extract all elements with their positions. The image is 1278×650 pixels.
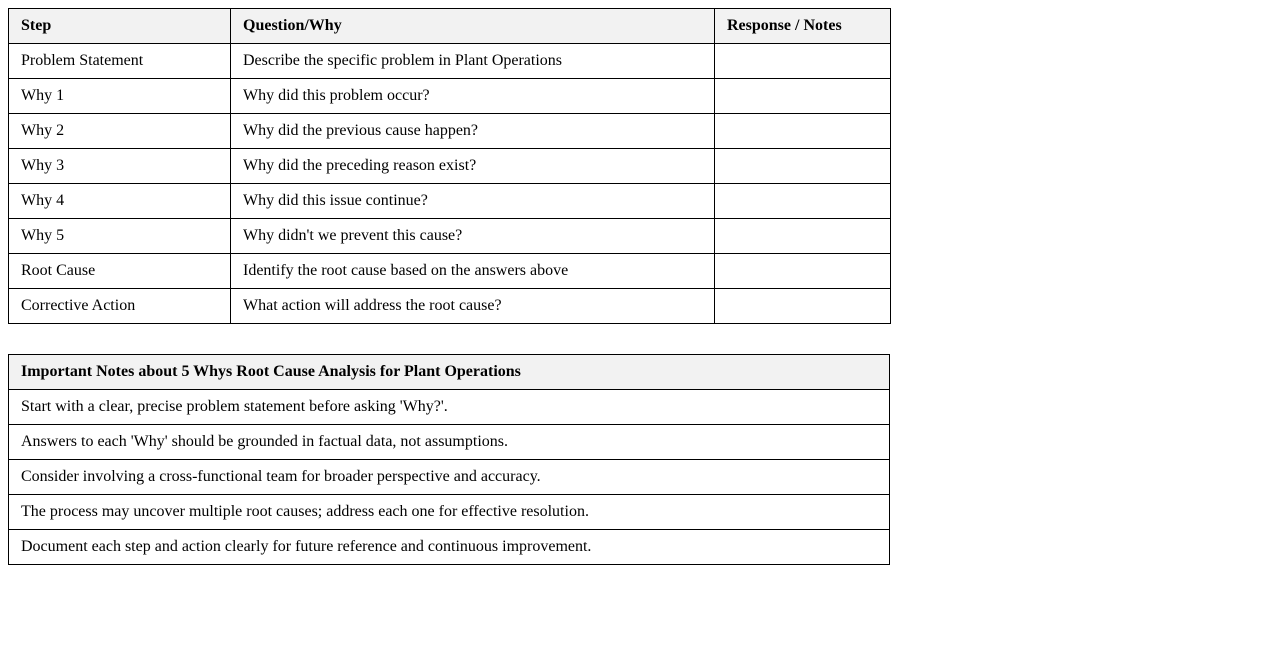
question-cell: What action will address the root cause?: [231, 289, 715, 324]
question-cell: Why did this issue continue?: [231, 184, 715, 219]
note-row: [9, 460, 890, 495]
response-cell: [715, 219, 891, 254]
response-cell: [715, 289, 891, 324]
note-row: [9, 390, 890, 425]
step-cell: Why 2: [9, 114, 231, 149]
note-cell: Start with a clear, precise problem statement before asking 'Why?'.: [9, 390, 890, 425]
note-row: [9, 495, 890, 530]
response-cell: [715, 149, 891, 184]
question-cell: Why did this problem occur?: [231, 79, 715, 114]
response-cell: [715, 184, 891, 219]
step-cell: Why 5: [9, 219, 231, 254]
step-cell: Why 1: [9, 79, 231, 114]
col-header-response: Response / Notes: [715, 9, 891, 44]
note-cell: The process may uncover multiple root causes; address each one for effective resolution.: [9, 495, 890, 530]
table-row: [9, 149, 891, 184]
notes-table: [8, 354, 890, 565]
table-row: [9, 254, 891, 289]
question-cell: Why did the previous cause happen?: [231, 114, 715, 149]
table-row: [9, 289, 891, 324]
step-cell: Corrective Action: [9, 289, 231, 324]
notes-header-row: [9, 355, 890, 390]
step-cell: Why 3: [9, 149, 231, 184]
note-row: [9, 425, 890, 460]
table-row: [9, 44, 891, 79]
note-cell: Consider involving a cross-functional team for broader perspective and accuracy.: [9, 460, 890, 495]
question-cell: Identify the root cause based on the answers above: [231, 254, 715, 289]
response-cell: [715, 44, 891, 79]
table-row: [9, 219, 891, 254]
question-cell: Describe the specific problem in Plant Operations: [231, 44, 715, 79]
five-whys-table: [8, 8, 891, 324]
note-cell: Document each step and action clearly for future reference and continuous improvement.: [9, 530, 890, 565]
table-row: [9, 79, 891, 114]
table-row: [9, 114, 891, 149]
header-row: [9, 9, 891, 44]
response-cell: [715, 114, 891, 149]
response-cell: [715, 254, 891, 289]
question-cell: Why didn't we prevent this cause?: [231, 219, 715, 254]
col-header-question: Question/Why: [231, 9, 715, 44]
step-cell: Root Cause: [9, 254, 231, 289]
response-cell: [715, 79, 891, 114]
notes-header: Important Notes about 5 Whys Root Cause Analysis for Plant Operations: [9, 355, 890, 390]
note-cell: Answers to each 'Why' should be grounded in factual data, not assumptions.: [9, 425, 890, 460]
table-row: [9, 184, 891, 219]
col-header-step: Step: [9, 9, 231, 44]
step-cell: Why 4: [9, 184, 231, 219]
step-cell: Problem Statement: [9, 44, 231, 79]
question-cell: Why did the preceding reason exist?: [231, 149, 715, 184]
note-row: [9, 530, 890, 565]
